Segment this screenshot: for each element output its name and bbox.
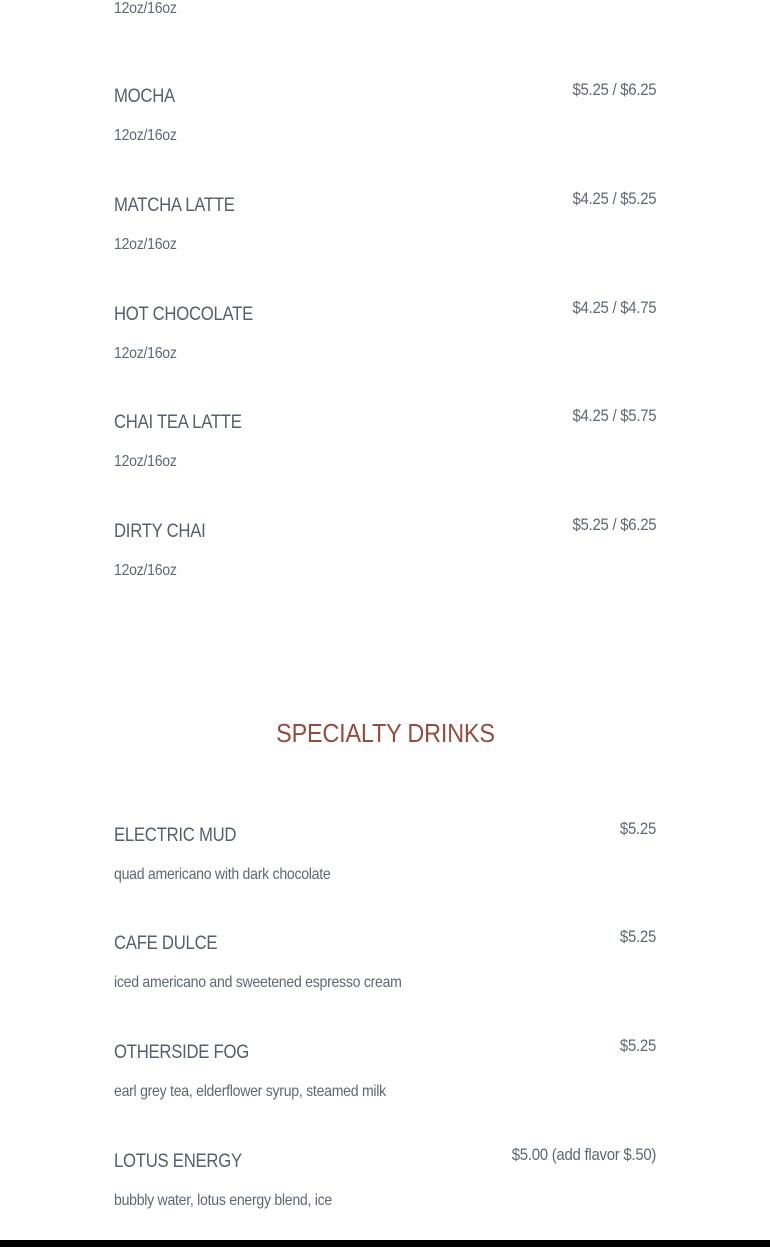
item-name: CHAI TEA LATTE bbox=[114, 412, 242, 433]
item-price: $4.25 / $5.75 bbox=[572, 406, 656, 425]
item-price: $4.25 / $5.25 bbox=[572, 189, 656, 208]
menu-item-cafe-dulce bbox=[114, 927, 656, 1033]
item-name: LOTUS ENERGY bbox=[114, 1151, 242, 1172]
menu-item-dirty-chai bbox=[114, 515, 656, 621]
item-price: $5.25 bbox=[619, 819, 656, 838]
item-name: DIRTY CHAI bbox=[114, 521, 206, 542]
bottom-edge-bar bbox=[0, 1240, 770, 1247]
item-price: $5.25 / $6.25 bbox=[572, 80, 656, 99]
item-description: 12oz/16oz bbox=[114, 345, 177, 362]
item-price: $4.25 / $4.75 bbox=[572, 298, 656, 317]
section-title-text: SPECIALTY DRINKS bbox=[275, 718, 495, 748]
item-price: $5.00 (add flavor $.50) bbox=[511, 1145, 656, 1164]
item-description: iced americano and sweetened espresso cream bbox=[114, 974, 402, 991]
menu-item-chai-tea-latte bbox=[114, 406, 656, 512]
menu-item-electric-mud bbox=[114, 819, 656, 925]
item-price: $5.25 bbox=[619, 927, 656, 946]
item-price: $5.25 / $6.25 bbox=[572, 515, 656, 534]
item-description: 12oz/16oz bbox=[114, 562, 177, 579]
menu-item-mocha bbox=[114, 80, 656, 186]
menu-item-matcha-latte bbox=[114, 189, 656, 295]
item-description: 12oz/16oz bbox=[114, 236, 177, 253]
item-name: CAFE DULCE bbox=[114, 933, 218, 954]
item-name: OTHERSIDE FOG bbox=[114, 1042, 249, 1063]
item-description: quad americano with dark chocolate bbox=[114, 866, 331, 883]
menu-item-partial bbox=[114, 0, 656, 59]
item-description: bubbly water, lotus energy blend, ice bbox=[114, 1192, 333, 1209]
item-name: MATCHA LATTE bbox=[114, 195, 235, 216]
item-description: 12oz/16oz bbox=[114, 0, 177, 17]
item-description: 12oz/16oz bbox=[114, 453, 177, 470]
menu-item-otherside-fog bbox=[114, 1036, 656, 1142]
item-name: ELECTRIC MUD bbox=[114, 825, 237, 846]
section-title-specialty-drinks bbox=[0, 718, 770, 749]
item-description: earl grey tea, elderflower syrup, steamed milk bbox=[114, 1083, 386, 1100]
menu-item-lotus-energy bbox=[114, 1145, 656, 1251]
item-name: MOCHA bbox=[114, 86, 175, 107]
item-price: $5.25 bbox=[619, 1036, 656, 1055]
menu-item-hot-chocolate bbox=[114, 298, 656, 404]
item-name: HOT CHOCOLATE bbox=[114, 304, 254, 325]
item-description: 12oz/16oz bbox=[114, 127, 177, 144]
